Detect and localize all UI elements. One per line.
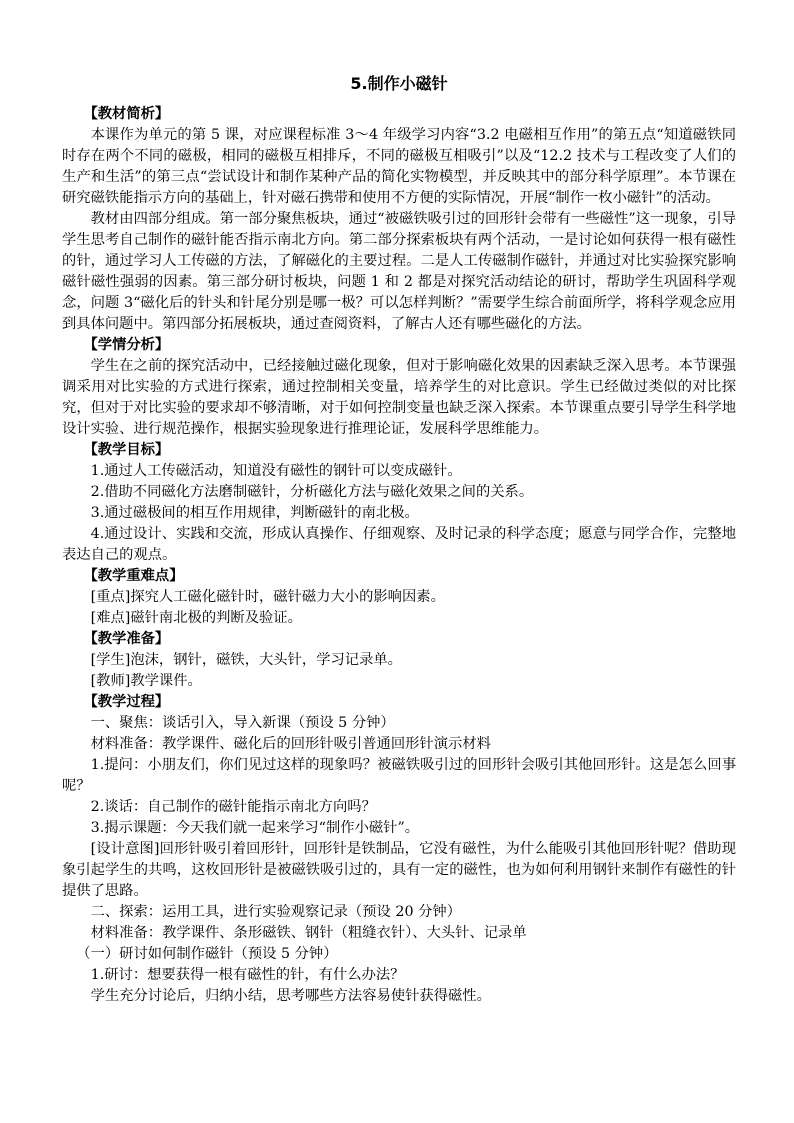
body-paragraph: 1.研讨：想要获得一根有磁性的针，有什么办法？ [90, 967, 405, 983]
section-heading: 【教学过程】 [83, 694, 170, 710]
body-paragraph: 教材由四部分组成。第一部分聚焦板块，通过“被磁铁吸引过的回形针会带有一些磁性”这一现象，引导学生思考自己制作的磁针能否指示南北方向。第二部分探索板块有两个活动，一是讨论如何获得一根有磁性的针，通过学习人工传磁的方法，了解磁化的主要过程。二是人工传磁制作磁针，并通过对比实验探究影响磁针磁性强弱的因素。第三部分研讨板块，问题 1 和 2 都是对探究活动结论的研讨，帮助学生巩固科学观念，问题 3“磁化后的针头和针尾分别是哪一极？可以怎样判断？”需要学生综合前面所学，将科学观念应用到具体问题中。第四部分拓展板块，通过查阅资料，了解古人还有哪些磁化的方法。 [62, 211, 736, 332]
section-heading: 【教学目标】 [83, 442, 170, 458]
document-title: 5.制作小磁针 [350, 74, 448, 93]
body-paragraph: 1.提问：小朋友们，你们见过这样的现象吗？被磁铁吸引过的回形针会吸引其他回形针。这是怎么回事呢？ [62, 757, 736, 794]
body-paragraph: 3.通过磁极间的相互作用规律，判断磁针的南北极。 [90, 505, 419, 521]
body-paragraph: 2.谈话：自己制作的磁针能指示南北方向吗？ [90, 799, 376, 815]
body-paragraph: 二、探索：运用工具，进行实验观察记录（预设 20 分钟） [90, 904, 461, 920]
body-paragraph: 本课作为单元的第 5 课，对应课程标准 3～4 年级学习内容“3.2 电磁相互作用”的第五点“知道磁铁同时存在两个不同的磁极，相同的磁极互相排斥，不同的磁极互相吸引”以及“12.2 技术与工程改变了人们的生产和生活”的第三点“尝试设计和制作某种产品的简化实物模型，并反映其中的部分科学原理”。本节课在研究磁铁能指示方向的基础上，针对磁石携带和使用不方便的实际情况，开展“制作一枚小磁针”的活动。 [62, 127, 736, 206]
section-heading: 【教材简析】 [83, 106, 170, 122]
body-paragraph: 学生充分讨论后，归纳小结，思考哪些方法容易使针获得磁性。 [90, 988, 491, 1004]
body-paragraph: [重点]探究人工磁化磁针时，磁针磁力大小的影响因素。 [90, 589, 445, 605]
section-heading: 【教学准备】 [83, 631, 170, 647]
body-paragraph: 材料准备：教学课件、磁化后的回形针吸引普通回形针演示材料 [90, 736, 491, 752]
body-paragraph: 2.借助不同磁化方法磨制磁针，分析磁化方法与磁化效果之间的关系。 [90, 484, 534, 500]
section-heading: 【教学重难点】 [83, 568, 184, 584]
body-paragraph: [设计意图]回形针吸引着回形针，回形针是铁制品，它没有磁性，为什么能吸引其他回形针呢？借助现象引起学生的共鸣，这枚回形针是被磁铁吸引过的，具有一定的磁性，也为如何利用钢针来制作有磁性的针提供了思路。 [62, 841, 736, 899]
body-paragraph: 学生在之前的探究活动中，已经接触过磁化现象，但对于影响磁化效果的因素缺乏深入思考。本节课强调采用对比实验的方式进行探索，通过控制相关变量，培养学生的对比意识。学生已经做过类似的对比探究，但对于对比实验的要求却不够清晰，对于如何控制变量也缺乏深入探索。本节课重点要引导学生科学地设计实验、进行规范操作，根据实验现象进行推理论证，发展科学思维能力。 [62, 358, 736, 437]
body-paragraph: 4.通过设计、实践和交流，形成认真操作、仔细观察、及时记录的科学态度；愿意与同学合作，完整地表达自己的观点。 [62, 526, 736, 563]
body-paragraph: 一、聚焦：谈话引入，导入新课（预设 5 分钟） [90, 715, 395, 731]
body-paragraph: 1.通过人工传磁活动，知道没有磁性的钢针可以变成磁针。 [90, 463, 462, 479]
section-heading: 【学情分析】 [83, 337, 170, 353]
body-paragraph: [难点]磁针南北极的判断及验证。 [90, 610, 302, 626]
body-paragraph: 3.揭示课题：今天我们就一起来学习“制作小磁针”。 [90, 820, 420, 836]
subsection-heading: （一）研讨如何制作磁针（预设 5 分钟） [76, 946, 338, 962]
body-paragraph: [教师]教学课件。 [90, 673, 202, 689]
document-page [62, 72, 736, 1007]
document-body [62, 104, 736, 1007]
body-paragraph: [学生]泡沫，钢针，磁铁，大头针，学习记录单。 [90, 652, 402, 668]
body-paragraph: 材料准备：教学课件、条形磁铁、钢针（粗缝衣针）、大头针、记录单 [90, 925, 527, 941]
